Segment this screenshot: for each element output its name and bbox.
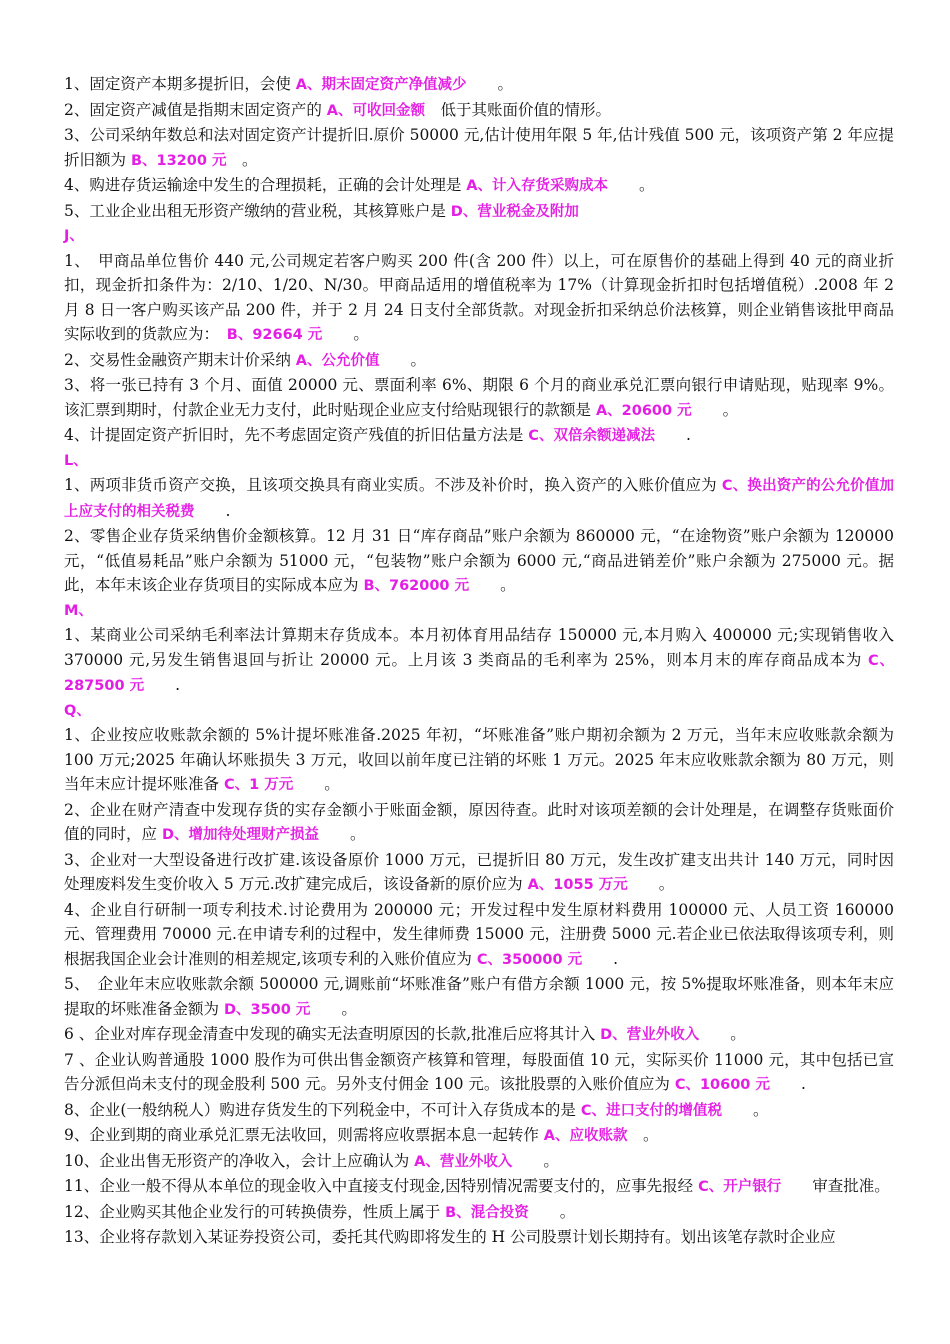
answer-text: C、换出资产的公允价值加上应支付的相关税费 — [64, 478, 894, 520]
answer-text: A、公允价值 — [295, 352, 380, 369]
question-item — [64, 1098, 894, 1124]
question-text: 7 、企业认购普通股 1000 股作为可供出售金额资产核算和管理，每股面值 10 元，实际买价 11000 元，其中包括已宣告分派但尚未支付的现金股利 500 元。另外支付佣金 100 元。该批股票的入账价值应为 — [64, 1050, 894, 1093]
question-text: 3、企业对一大型设备进行改扩建.该设备原价 1000 万元，已提折旧 80 万元，发生改扩建支出共计 140 万元，同时因处理废料发生变价收入 5 万元.改扩建完成后，该设备新的原价应为 — [64, 850, 894, 893]
question-item — [64, 72, 894, 98]
question-text: 5、 企业年末应收账款余额 500000 元,调账前“坏账准备”账户有借方余额 1000 元，按 5%提取坏账准备，则本年末应提取的坏账准备金额为 — [64, 975, 894, 1018]
answer-text: A、可收回金额 — [326, 102, 426, 119]
question-item — [64, 249, 894, 348]
question-text: 1、两项非货币资产交换，且该项交换具有商业实质。不涉及补价时，换入资产的入账价值应为 — [64, 476, 722, 494]
answer-text: D、营业外收入 — [600, 1027, 700, 1043]
answer-text: C、进口支付的增值税 — [580, 1102, 722, 1119]
question-item — [64, 423, 894, 449]
question-text: 3、公司采纳年数总和法对固定资产计提折旧.原价 50000 元,估计使用年限 5 年,估计残值 500 元，该项资产第 2 年应提折旧额为 — [64, 126, 894, 169]
question-item — [64, 1149, 894, 1175]
question-trailing-text: 。 — [528, 1202, 576, 1221]
question-trailing-text: 。 — [310, 999, 357, 1018]
question-item — [64, 1123, 894, 1149]
question-trailing-text: . — [769, 1075, 806, 1093]
answer-text: C、287500 元 — [64, 652, 894, 694]
question-text: 12、企业购买其他企业发行的可转换债券，性质上属于 — [64, 1202, 446, 1221]
question-text: 1、固定资产本期多提折旧，会使 — [64, 75, 296, 93]
question-item — [64, 123, 894, 173]
question-trailing-text: . — [654, 426, 691, 444]
question-trailing-text: 。 — [469, 576, 516, 594]
answer-text: B、13200 元 — [130, 152, 227, 169]
answer-text: A、应收账款 — [543, 1128, 628, 1144]
answer-text: B、762000 元 — [363, 578, 470, 594]
question-text: 13、企业将存款划入某证券投资公司，委托其代购即将发生的 H 公司股票计划长期持有。划出该笔存款时企业应 — [64, 1228, 836, 1246]
question-item — [64, 1225, 894, 1250]
question-item — [64, 373, 894, 423]
question-item — [64, 1200, 894, 1226]
question-trailing-text: 。 — [627, 1126, 659, 1144]
question-text: 8、企业(一般纳税人）购进存货发生的下列税金中，不可计入存货成本的是 — [64, 1100, 581, 1119]
question-item — [64, 1174, 894, 1200]
question-trailing-text: 。 — [379, 350, 427, 369]
answer-text: C、双倍余额递减法 — [528, 428, 655, 444]
question-trailing-text: 。 — [627, 875, 675, 893]
section-heading: L、 — [64, 452, 88, 469]
answer-text: A、20600 元 — [595, 402, 692, 419]
question-trailing-text: 。 — [322, 325, 369, 343]
question-text: 4、购进存货运输途中发生的合理损耗，正确的会计处理是 — [64, 176, 467, 194]
question-text: 2、企业在财产清查中发现存货的实存金额小于账面金额，原因待查。此时对该项差额的会计处理是，在调整存货账面价值的同时，应 — [64, 800, 894, 843]
question-item — [64, 473, 894, 524]
answer-text: A、1055 万元 — [527, 877, 628, 893]
question-text: 2、固定资产减值是指期末固定资产的 — [64, 100, 327, 119]
question-trailing-text: . — [194, 501, 231, 520]
question-trailing-text: 。 — [608, 176, 655, 194]
question-text: 1、企业按应收账款余额的 5%计提坏账准备.2025 年初，“坏账准备”账户期初余额为 2 万元，当年末应收账款余额为 100 万元;2025 年确认坏账损失 3 万元，收回以前年度已注销的坏账 1 万元。2025 年末应收账款余额为 80 万元，则当年末应计提坏账准备 — [64, 726, 894, 793]
question-trailing-text: 。 — [318, 825, 366, 843]
section-heading: J、 — [64, 228, 84, 244]
question-item — [64, 199, 894, 225]
question-item — [64, 173, 894, 199]
question-text: 2、交易性金融资产期末计价采纳 — [64, 350, 296, 369]
question-text: 9、企业到期的商业承兑汇票无法收回，则需将应收票据本息一起转作 — [64, 1126, 544, 1144]
answer-text: A、营业外收入 — [414, 1153, 513, 1170]
question-text: 2、零售企业存货采纳售价金额核算。12 月 31 日“库存商品”账户余额为 860000 元，“在途物资”账户余额为 120000 元，“低值易耗品”账户余额为 51000 元，“包装物”账户余额为 6000 元,“商品进销差价”账户余额为 275000 元。据此，本年末该企业存货项目的实际成本应为 — [64, 527, 894, 594]
question-text: 4、企业自行研制一项专利技术.讨论费用为 200000 元；开发过程中发生原材料费用 100000 元、人员工资 160000 元、管理费用 70000 元.在申请专利的过程中，发生律师费 15000 元，注册费 5000 元.若企业已依法取得该项专利，则根据我国企业会计准则的相差规定,该项专利的入账价值应为 — [64, 900, 894, 968]
answer-text: C、350000 元 — [476, 951, 583, 968]
question-item — [64, 798, 894, 848]
question-item — [64, 1048, 894, 1098]
answer-text: C、10600 元 — [674, 1077, 770, 1093]
question-text: 4、计提固定资产折旧时，先不考虑固定资产残值的折旧估量方法是 — [64, 426, 529, 444]
question-item — [64, 723, 894, 798]
answer-text: D、营业税金及附加 — [450, 203, 579, 220]
question-item — [64, 1022, 894, 1048]
section-heading: M、 — [64, 602, 93, 619]
question-trailing-text: 。 — [293, 775, 340, 793]
question-item — [64, 348, 894, 374]
question-item — [64, 623, 894, 699]
question-trailing-text: 审查批准。 — [781, 1177, 890, 1195]
question-trailing-text: 。 — [699, 1025, 746, 1043]
answer-text: D、3500 元 — [223, 1001, 311, 1018]
question-text: 5、工业企业出租无形资产缴纳的营业税，其核算账户是 — [64, 201, 451, 220]
answer-text: A、计入存货采购成本 — [466, 178, 609, 194]
question-text: 1、 甲商品单位售价 440 元,公司规定若客户购买 200 件(含 200 件）以上，可在原售价的基础上得到 40 元的商业折扣，现金折扣条件为：2/10、1/20、N/30。甲商品适用的增值税率为 17%（计算现金折扣时包括增值税）.2008 年 2 月 8 日一客户购买该产品 200 件，并于 2 月 24 日支付全部货款。对现金折扣采纳总价法核算，则企业销售该批甲商品实际收到的货款应为： — [64, 251, 894, 343]
question-trailing-text: 。 — [226, 150, 258, 169]
question-trailing-text: . — [582, 949, 619, 968]
question-trailing-text: 。 — [691, 400, 739, 419]
question-text: 10、企业出售无形资产的净收入，会计上应确认为 — [64, 1151, 415, 1170]
answer-text: A、期末固定资产净值减少 — [295, 77, 467, 93]
answer-text: B、92664 元 — [226, 327, 323, 343]
question-item — [64, 898, 894, 973]
question-text: 1、某商业公司采纳毛利率法计算期末存货成本。本月初体育用品结存 150000 元,本月购入 400000 元;实现销售收入 370000 元,另发生销售退回与折让 20000 元。上月该 3 类商品的毛利率为 25%，则本月末的库存商品成本为 — [64, 626, 894, 669]
question-text: 11、企业一般不得从本单位的现金收入中直接支付现金,因特别情况需要支付的，应事先报经 — [64, 1177, 699, 1195]
question-trailing-text: 。 — [721, 1100, 769, 1119]
question-trailing-text: 。 — [466, 75, 514, 93]
section-heading: Q、 — [64, 702, 91, 719]
question-trailing-text: 低于其账面价值的情形。 — [425, 100, 612, 119]
question-item — [64, 848, 894, 898]
question-item — [64, 524, 894, 599]
question-text: 3、将一张已持有 3 个月、面值 20000 元、票面利率 6%、期限 6 个月的商业承兑汇票向银行申请贴现，贴现率 9%。该汇票到期时，付款企业无力支付，此时贴现企业应支付给贴现银行的款额是 — [64, 376, 894, 419]
question-text: 6 、企业对库存现金清查中发现的确实无法查明原因的长款,批准后应将其计入 — [64, 1025, 601, 1043]
answer-text: C、1 万元 — [223, 777, 294, 793]
answer-text: C、开户银行 — [698, 1179, 782, 1195]
question-item — [64, 972, 894, 1022]
document-page — [64, 72, 894, 1250]
question-trailing-text: 。 — [512, 1151, 559, 1170]
question-trailing-text: . — [144, 676, 181, 694]
answer-text: D、增加待处理财产损益 — [161, 827, 319, 843]
answer-text: B、混合投资 — [445, 1204, 529, 1221]
question-item — [64, 98, 894, 124]
